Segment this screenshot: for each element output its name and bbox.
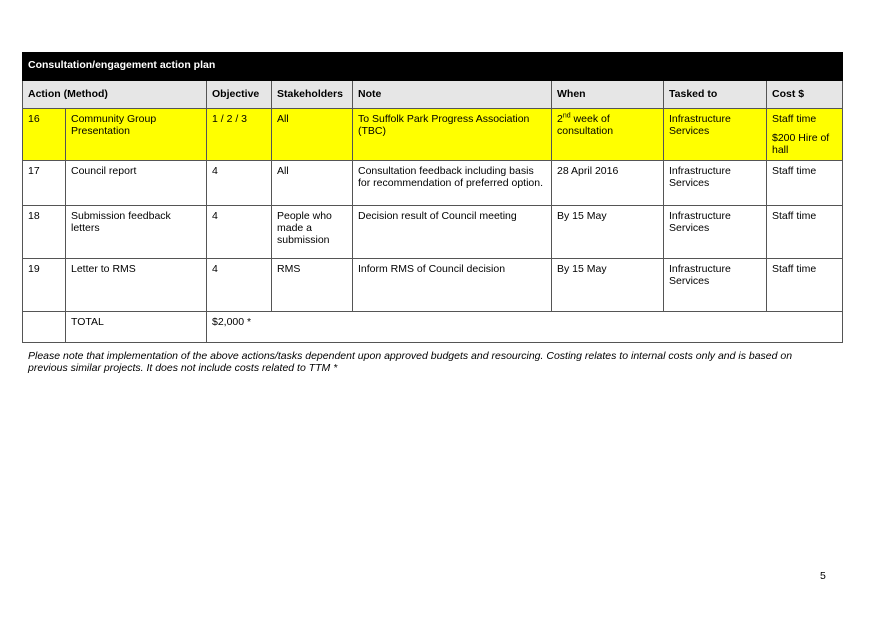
header-note: Note bbox=[353, 81, 552, 109]
row-tasked-to: Infrastructure Services bbox=[664, 109, 767, 161]
row-objective: 4 bbox=[207, 161, 272, 206]
row-number: 17 bbox=[23, 161, 66, 206]
total-empty-cell bbox=[23, 312, 66, 343]
total-label: TOTAL bbox=[66, 312, 207, 343]
header-tasked-to: Tasked to bbox=[664, 81, 767, 109]
row-when bbox=[552, 109, 664, 161]
row-objective: 4 bbox=[207, 259, 272, 312]
row-cost: Staff time bbox=[767, 259, 843, 312]
total-row bbox=[23, 312, 843, 343]
row-number: 19 bbox=[23, 259, 66, 312]
row-tasked-to: Infrastructure Services bbox=[664, 259, 767, 312]
row-note: To Suffolk Park Progress Association (TBC) bbox=[353, 109, 552, 161]
row-note: Inform RMS of Council decision bbox=[353, 259, 552, 312]
table-row bbox=[23, 161, 843, 206]
row-stakeholders: All bbox=[272, 109, 353, 161]
row-cost: Staff time bbox=[767, 161, 843, 206]
table-title: Consultation/engagement action plan bbox=[23, 53, 843, 81]
row-when: By 15 May bbox=[552, 206, 664, 259]
page-number: 5 bbox=[820, 570, 826, 582]
row-tasked-to: Infrastructure Services bbox=[664, 206, 767, 259]
when-rest: week of consultation bbox=[557, 113, 614, 137]
row-action: Submission feedback letters bbox=[66, 206, 207, 259]
header-objective: Objective bbox=[207, 81, 272, 109]
header-action: Action (Method) bbox=[23, 81, 207, 109]
header-stakeholders: Stakeholders bbox=[272, 81, 353, 109]
row-objective: 1 / 2 / 3 bbox=[207, 109, 272, 161]
row-note: Decision result of Council meeting bbox=[353, 206, 552, 259]
table-header-row bbox=[23, 81, 843, 109]
row-objective: 4 bbox=[207, 206, 272, 259]
footnote: Please note that implementation of the above actions/tasks dependent upon approved budgets and resourcing. Costing relates to internal costs only and is based on previous similar projects. It does not include costs related to TTM * bbox=[28, 350, 793, 374]
row-cost: Staff time bbox=[767, 206, 843, 259]
row-stakeholders: All bbox=[272, 161, 353, 206]
row-cost bbox=[767, 109, 843, 161]
row-action: Council report bbox=[66, 161, 207, 206]
row-stakeholders: People who made a submission bbox=[272, 206, 353, 259]
table-row bbox=[23, 109, 843, 161]
row-when: 28 April 2016 bbox=[552, 161, 664, 206]
table-title-row bbox=[23, 53, 843, 81]
when-ordinal-suffix: nd bbox=[562, 112, 571, 120]
total-value: $2,000 * bbox=[207, 312, 843, 343]
header-cost: Cost $ bbox=[767, 81, 843, 109]
row-stakeholders: RMS bbox=[272, 259, 353, 312]
table-row bbox=[23, 259, 843, 312]
header-when: When bbox=[552, 81, 664, 109]
row-action: Letter to RMS bbox=[66, 259, 207, 312]
table-row bbox=[23, 206, 843, 259]
row-number: 16 bbox=[23, 109, 66, 161]
row-action: Community Group Presentation bbox=[66, 109, 207, 161]
action-plan-table bbox=[22, 52, 843, 343]
cost-staff-time: Staff time bbox=[772, 113, 817, 125]
row-note: Consultation feedback including basis for recommendation of preferred option. bbox=[353, 161, 552, 206]
cost-hall-hire: $200 Hire of hall bbox=[772, 132, 830, 156]
when-ordinal: 2 bbox=[557, 113, 563, 125]
row-tasked-to: Infrastructure Services bbox=[664, 161, 767, 206]
row-number: 18 bbox=[23, 206, 66, 259]
row-when: By 15 May bbox=[552, 259, 664, 312]
